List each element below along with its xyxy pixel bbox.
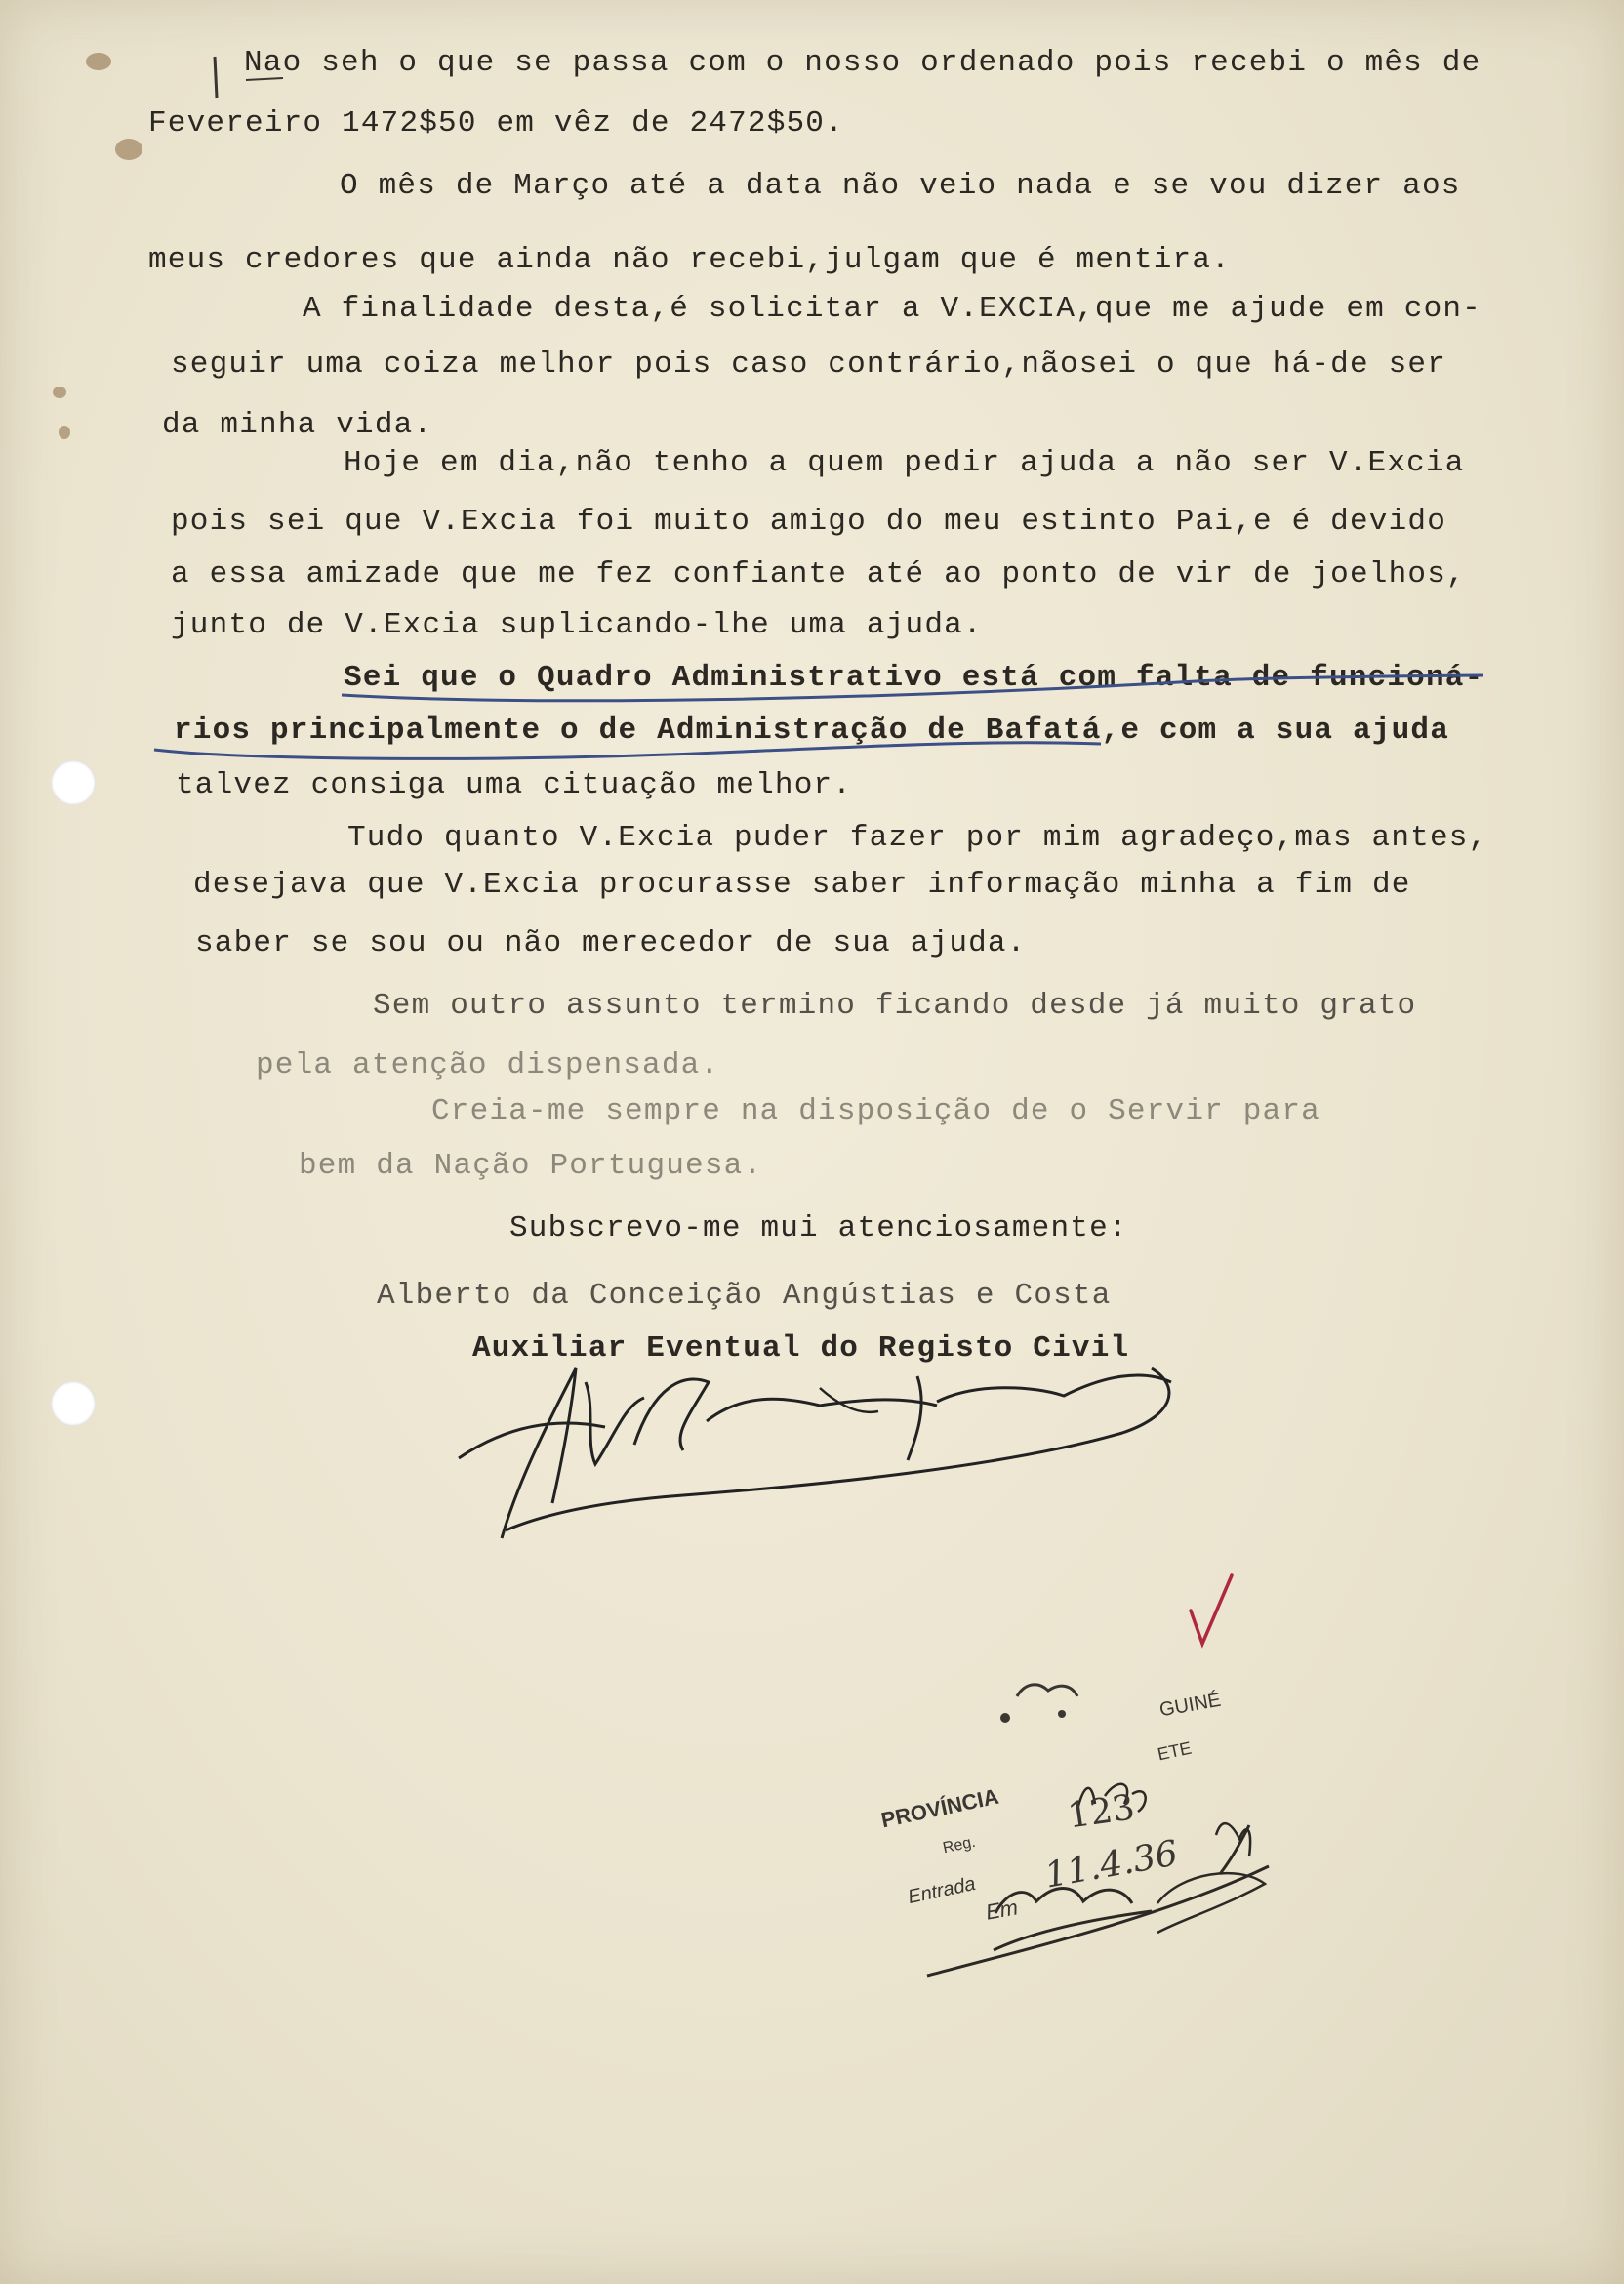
signature-stroke	[634, 1379, 709, 1450]
letter-line: a essa amizade que me fez confiante até ao ponto de vir de joelhos,	[171, 557, 1466, 591]
sender-title: Auxiliar Eventual do Registo Civil	[472, 1331, 1130, 1366]
letter-line: Sem outro assunto termino ficando desde já muito grato	[373, 989, 1417, 1023]
signature-stroke	[586, 1382, 644, 1464]
signature-stroke	[707, 1399, 937, 1421]
letter-line: saber se sou ou não merecedor de sua ajuda.	[195, 926, 1027, 960]
letter-line: A finalidade desta,é solicitar a V.EXCIA,que me ajude em con-	[303, 292, 1482, 326]
signature-stroke	[937, 1375, 1171, 1402]
letter-line: O mês de Março até a data não veio nada e se vou dizer aos	[340, 169, 1461, 203]
rust-stain	[86, 53, 111, 70]
letter-line: Nao seh o que se passa com o nosso ordenado pois recebi o mês de	[244, 46, 1482, 80]
rust-stain	[59, 426, 70, 439]
checkmark-icon	[1191, 1575, 1232, 1644]
letter-line: pela atenção dispensada.	[256, 1048, 720, 1082]
stamp-label: PROVÍNCIA	[878, 1783, 1001, 1833]
letter-line: Tudo quanto V.Excia puder fazer por mim agradeço,mas antes,	[347, 821, 1488, 855]
stamp-number: 123	[1065, 1787, 1138, 1837]
letter-line: junto de V.Excia suplicando-lhe uma ajuda.	[171, 608, 983, 642]
stamp-handwriting	[1220, 1825, 1249, 1874]
stamp-label: Reg.	[941, 1833, 978, 1857]
letter-line: Sei que o Quadro Administrativo está com falta de funcioná-	[344, 661, 1484, 695]
letter-line: seguir uma coiza melhor pois caso contrário,nãosei o que há-de ser	[171, 347, 1446, 382]
letter-line: Creia-me sempre na disposição de o Servir para	[431, 1094, 1320, 1128]
rust-stain	[115, 139, 142, 160]
letter-line: Fevereiro 1472$50 em vêz de 2472$50.	[148, 106, 844, 141]
letter-line: desejava que V.Excia procurasse saber informação minha a fim de	[193, 868, 1411, 902]
letter-line: talvez consiga uma cituação melhor.	[176, 768, 853, 802]
stamp-em-label: Em	[983, 1895, 1020, 1925]
closing-line: Subscrevo-me mui atenciosamente:	[509, 1211, 1128, 1245]
stamp-handwriting	[1216, 1823, 1250, 1856]
stamp-label: GUINÉ	[1157, 1689, 1223, 1722]
letter-line: bem da Nação Portuguesa.	[299, 1149, 763, 1183]
letter-line: pois sei que V.Excia foi muito amigo do meu estinto Pai,e é devido	[171, 505, 1446, 539]
letter-line: meus credores que ainda não recebi,julgam que é mentira.	[148, 243, 1231, 277]
punch-hole-bottom	[51, 1381, 96, 1426]
signature-stroke	[502, 1368, 576, 1538]
stamp-date: 11.4.36	[1041, 1833, 1181, 1897]
signature-stroke	[908, 1376, 921, 1460]
margin-mark	[215, 57, 217, 98]
punch-hole-top	[51, 760, 96, 805]
letter-line: rios principalmente o de Administração de Bafatá,e com a sua ajuda	[174, 714, 1449, 748]
rust-stain	[53, 387, 66, 398]
stamp-label: ETE	[1156, 1737, 1194, 1765]
stamp-entry-label: Entrada	[906, 1872, 978, 1909]
signature-stroke	[506, 1368, 1169, 1530]
crest-icon	[1017, 1685, 1077, 1696]
sender-name: Alberto da Conceição Angústias e Costa	[377, 1279, 1112, 1313]
crest-icon	[1000, 1713, 1010, 1723]
stamp-handwriting	[1157, 1873, 1265, 1933]
letter-line: Hoje em dia,não tenho a quem pedir ajuda a não ser V.Excia	[344, 446, 1465, 480]
signature-stroke	[820, 1388, 878, 1412]
crest-icon	[1058, 1710, 1066, 1718]
signature-stroke	[459, 1423, 605, 1458]
letter-line: da minha vida.	[162, 408, 433, 442]
